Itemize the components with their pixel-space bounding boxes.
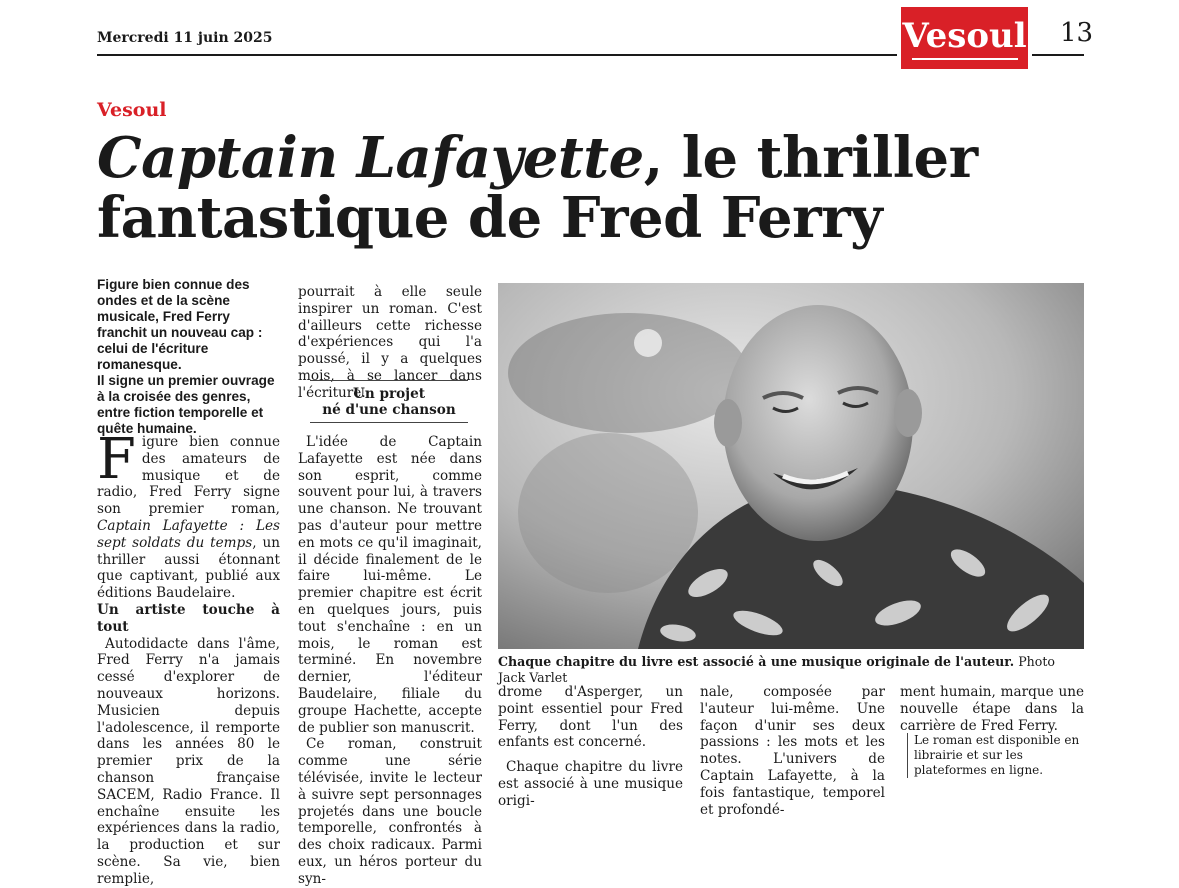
col1-paragraph-2: Autodidacte dans l'âme, Fred Ferry n'a jamais cessé d'explorer de nouveaux horizons. Musicien depuis l'adolescence, il remporte dans les années 80 le premier prix de la chanson française SACEM, Radio France. Il enchaîne ensuite les expériences dans la radio, la production et sur scène. Sa vie, bien remplie, xyxy=(97,635,280,887)
section-badge-underline xyxy=(912,58,1018,60)
header-rule xyxy=(97,54,897,56)
col2-paragraph-1: pourrait à elle seule inspirer un roman. C'est d'ailleurs cette richesse d'expériences qui l'a poussé, il y a quelques mois, à se lancer dans l'écriture. xyxy=(298,284,482,401)
col4-paragraph-1: nale, composée par l'auteur lui-même. Une façon d'unir ses deux passions : les mots et les notes. L'univers de Captain Lafayette, à la fois fantastique, temporel et profondé- xyxy=(700,684,885,818)
section-badge xyxy=(901,7,1028,69)
col5-paragraph-1: ment humain, marque une nouvelle étape dans la carrière de Fred Ferry. xyxy=(900,684,1084,734)
column-2-continued xyxy=(298,434,482,888)
column-5 xyxy=(900,684,1084,734)
col3-paragraph-1: drome d'Asperger, un point essentiel pour Fred Ferry, dont l'un des enfants est concerné. xyxy=(498,684,683,751)
col1-text-a: igure bien connue des amateurs de musique et de radio, Fred Ferry signe son premier roman, xyxy=(97,434,280,518)
book-title: Captain Lafayette : Les sept soldats du temps xyxy=(97,517,280,551)
framed-subhead-line1: Un projet xyxy=(352,386,426,402)
headline-book-title: Captain Lafayette xyxy=(97,125,644,191)
headline-part1: , le thriller xyxy=(643,125,978,191)
col2-paragraph-2: L'idée de Captain Lafayette est née dans son esprit, comme souvent pour lui, à travers une chanson. Ne trouvant pas d'auteur pour mettre en mots ce qu'il imaginait, il décide finalement de le faire lui-même. Le premier chapitre est écrit en quelques jours, puis tout s'enchaîne : en un mois, le roman est terminé. En novembre dernier, l'éditeur Baudelaire, filiale du groupe Hachette, accepte de publier son manuscrit. xyxy=(298,434,482,736)
framed-subhead xyxy=(310,380,468,423)
author-photo-illustration xyxy=(498,283,1084,649)
photo-credit: Photo Jack Varlet xyxy=(498,654,1055,685)
page-number: 13 xyxy=(1060,18,1094,48)
column-3 xyxy=(498,684,683,810)
col1-paragraph-1 xyxy=(97,427,281,602)
issue-date: Mercredi 11 juin 2025 xyxy=(97,30,273,46)
lead-paragraph-1: Figure bien connue des ondes et de la scène musicale, Fred Ferry franchit un nouveau cap : celui de l'écriture romanesque. xyxy=(97,277,263,372)
availability-note: Le roman est disponible en librairie et sur les plateformes en ligne. xyxy=(907,733,1091,778)
subhead-artiste: Un artiste touche à tout xyxy=(97,601,280,635)
column-1 xyxy=(97,427,281,888)
col2-paragraph-3: Ce roman, construit comme une série télévisée, invite le lecteur à suivre sept personnages projetés dans une boucle temporelle, confrontés à des choix radicaux. Parmi eux, un héros porteur du syn- xyxy=(298,736,482,887)
photo-caption xyxy=(498,654,1084,686)
drop-cap: F xyxy=(97,427,136,492)
col1-text-b: , un thriller aussi étonnant que captivant, publié aux éditions Baudelaire. xyxy=(97,534,281,602)
col3-paragraph-2: Chaque chapitre du livre est associé à une musique origi- xyxy=(498,759,683,809)
author-photo xyxy=(498,283,1084,649)
lead-paragraph-2: Il signe un premier ouvrage à la croisée des genres, entre fiction temporelle et quête humaine. xyxy=(97,373,275,436)
article-lead xyxy=(97,277,277,437)
framed-subhead-line2: né d'une chanson xyxy=(322,402,456,418)
article-headline xyxy=(97,125,997,251)
section-badge-label: Vesoul xyxy=(902,16,1027,56)
header-rule-right xyxy=(1032,54,1084,56)
column-4 xyxy=(700,684,885,818)
headline-part2: fantastique de Fred Ferry xyxy=(97,185,883,251)
caption-text: Chaque chapitre du livre est associé à une musique originale de l'auteur. xyxy=(498,654,1015,669)
article-rubric: Vesoul xyxy=(97,99,167,121)
